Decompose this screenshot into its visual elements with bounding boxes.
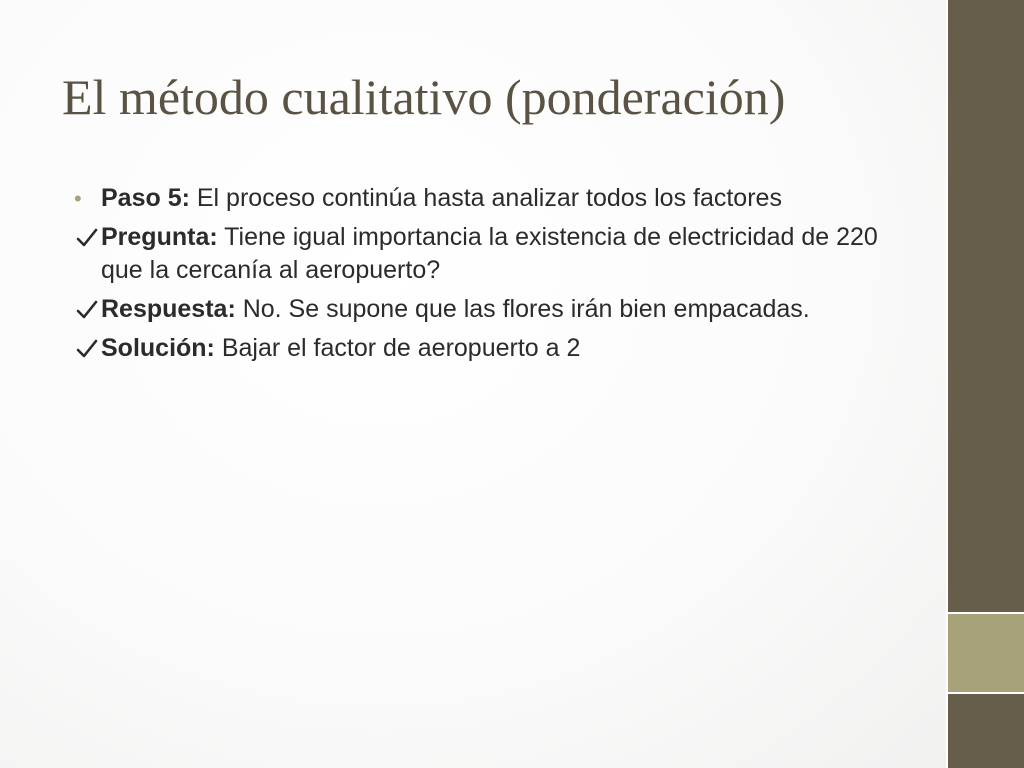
bullet-list	[70, 182, 910, 371]
slide-title: El método cualitativo (ponderación)	[62, 69, 786, 125]
checkmark-icon	[76, 221, 104, 248]
sidebar-band-bottom	[948, 694, 1024, 768]
checkmark-icon	[76, 293, 104, 320]
item-text: El proceso continúa hasta analizar todos los factores	[189, 184, 782, 212]
checkmark-icon	[76, 332, 104, 359]
item-text: No. Se supone que las flores irán bien empacadas.	[235, 295, 810, 323]
bullet-icon: •	[74, 186, 82, 211]
list-item-paso-5	[70, 182, 910, 215]
item-text: Tiene igual importancia la existencia de electricidad de 220 que la cercanía al aeropuerto?	[101, 223, 878, 284]
item-text: Bajar el factor de aeropuerto a 2	[214, 334, 581, 362]
sidebar-band-top	[948, 0, 1024, 612]
list-item-solucion	[70, 332, 910, 365]
item-label: Respuesta:	[101, 295, 236, 323]
list-item-respuesta	[70, 293, 910, 326]
item-label: Solución:	[101, 334, 215, 362]
item-label: Paso 5:	[101, 184, 190, 212]
item-label: Pregunta:	[101, 223, 218, 251]
list-item-pregunta	[70, 221, 910, 287]
sidebar-band-accent	[948, 614, 1024, 692]
